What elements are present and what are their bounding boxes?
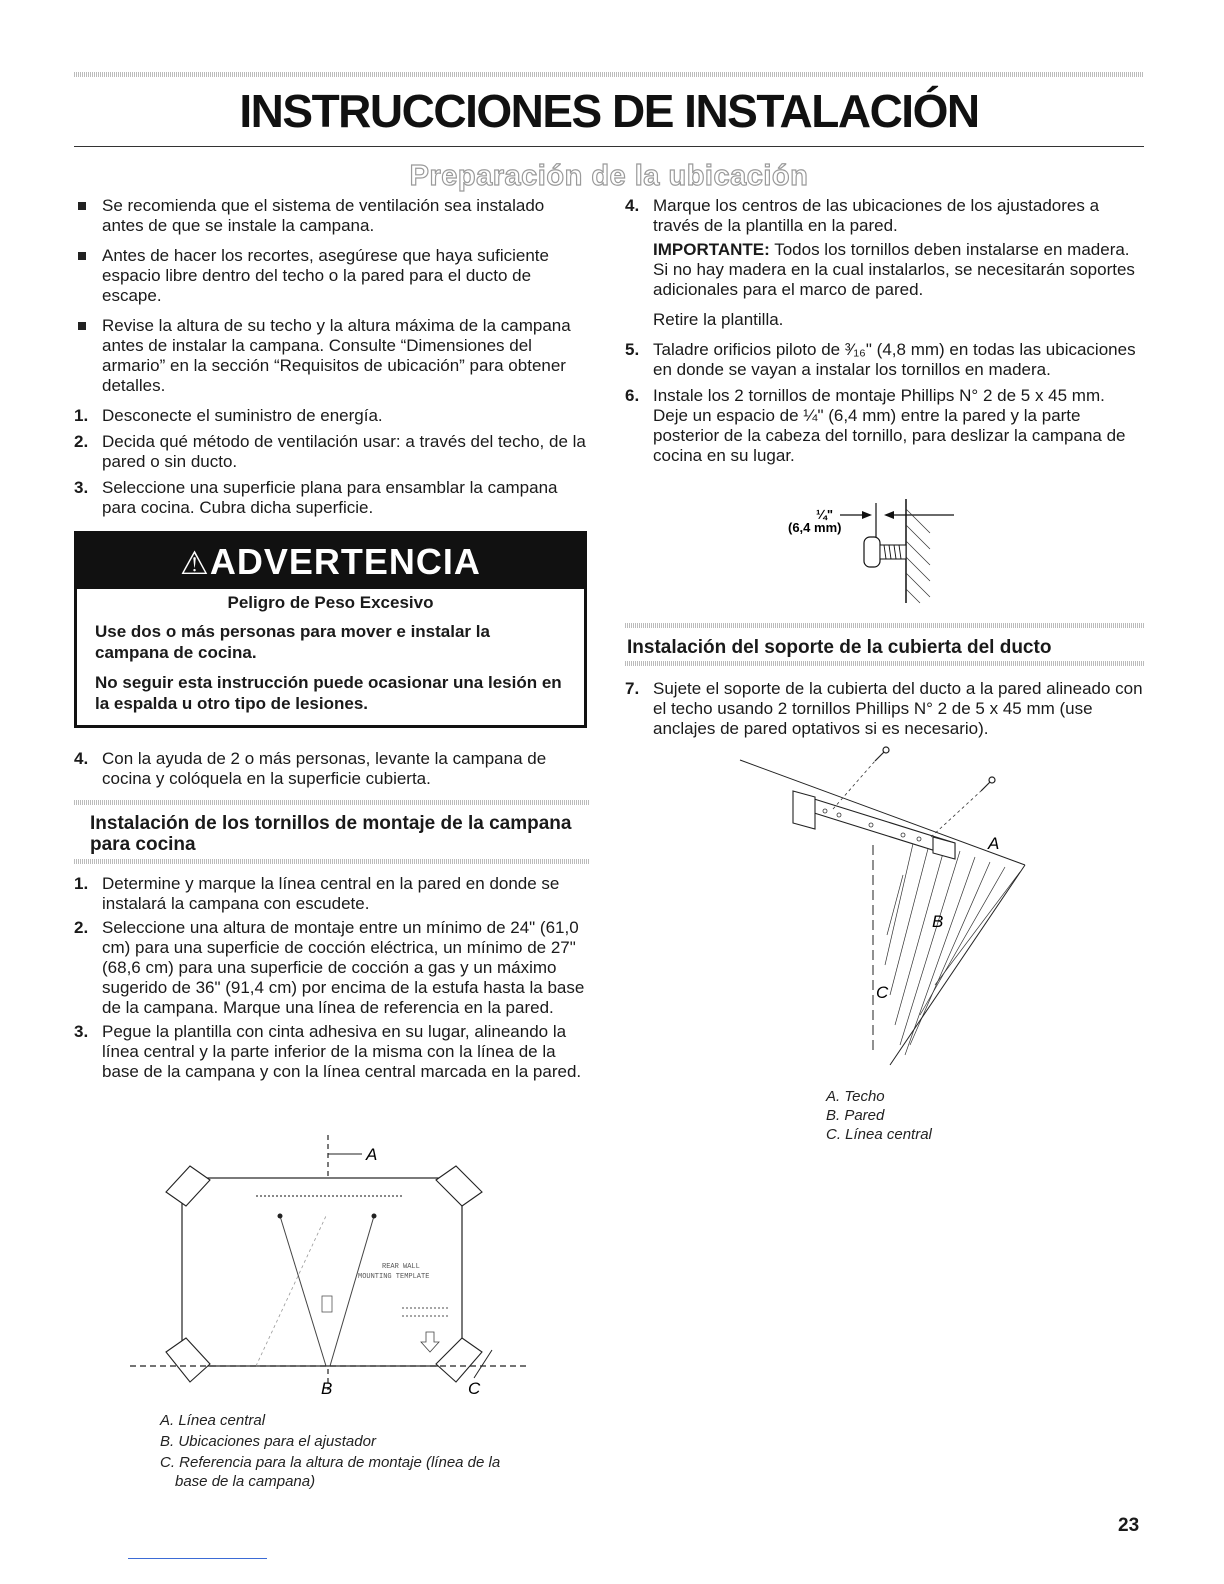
square-bullet-icon	[78, 322, 86, 330]
step-item: 3. Seleccione una superficie plana para ensamblar la campana para cocina. Cubra dicha superficie.	[74, 478, 558, 517]
bullet-item: Revise la altura de su techo y la altura máxima de la campana antes de instalar la campana. Consulte “Dimensiones del armario” en la sección “Requisitos de ubicación” para obtener detalles.	[74, 316, 589, 396]
square-bullet-icon	[78, 202, 86, 210]
template-sheet	[182, 1178, 462, 1366]
bracket-end-right	[933, 837, 955, 859]
caption-a: A. Techo	[826, 1088, 885, 1105]
section-hatch-rule	[625, 623, 1144, 628]
screw-head	[864, 537, 880, 567]
step-item: 4. Marque los centros de las ubicaciones de los ajustadores a través de la plantilla en la pared.	[625, 196, 1100, 235]
step-item: 5. Taladre orificios piloto de ³⁄₁₆" (4,8 mm) en todas las ubicaciones en donde se vayan a instalar los tornillos en madera.	[625, 340, 1136, 379]
step-item: 7. Sujete el soporte de la cubierta del ducto a la pared alineado con el techo usando 2 tornillos Phillips N° 2 de 5 x 45 mm (use anclajes de pared optativos si es necesario).	[625, 679, 1143, 738]
square-bullet-icon	[78, 252, 86, 260]
step-item: 3. Pegue la plantilla con cinta adhesiva en su lugar, alineando la línea central y la parte inferior de la misma con la línea de la base de la campana y con la línea central marcada en la pared.	[74, 1022, 582, 1081]
gap-mm: (6,4 mm)	[788, 520, 842, 535]
label-b: B	[321, 1379, 333, 1398]
label-c: C	[468, 1379, 481, 1398]
caption-a: A. Línea central	[160, 1412, 266, 1429]
template-text-rear: REAR WALL	[382, 1263, 420, 1271]
bullet-item: Antes de hacer los recortes, asegúrese que haya suficiente espacio libre dentro del techo o la pared para el ducto de escape.	[74, 246, 589, 306]
ceiling-line	[740, 760, 1025, 865]
step-item: 1. Determine y marque la línea central en la pared en donde se instalará la campana con escudete.	[74, 874, 560, 913]
duct-bracket	[795, 793, 955, 857]
warning-subtitle: Peligro de Peso Excesivo	[227, 593, 434, 612]
template-text-mounting: MOUNTING TEMPLATE	[358, 1273, 430, 1281]
section-heading-duct-bracket: Instalación del soporte de la cubierta del ducto	[627, 637, 1052, 658]
label-a: A	[366, 1145, 378, 1164]
wall-edge	[890, 865, 1025, 1065]
adjuster-mark-left	[278, 1214, 283, 1219]
important-note: IMPORTANTE: Todos los tornillos deben instalarse en madera. Si no hay madera en la cual instalarlos, se necesitarán soportes adicionales para el marco de pared.	[653, 240, 1135, 299]
right-steps	[625, 196, 1140, 476]
duct-bracket-figure	[735, 745, 1035, 1075]
step-item: 4. Con la ayuda de 2 o más personas, levante la campana de cocina y colóquela en la superficie cubierta.	[74, 749, 547, 788]
caption-c: C. Línea central	[826, 1126, 932, 1143]
step-item: 6. Instale los 2 tornillos de montaje Phillips N° 2 de 5 x 45 mm. Deje un espacio de ¼" (6,4 mm) entre la pared y la parte posterior de la cabeza del tornillo, para deslizar la campana de cocina en su lugar.	[625, 386, 1126, 465]
left-section2-steps	[74, 874, 589, 1092]
mounting-template-figure	[130, 1130, 530, 1400]
section-heading-screws: Instalación de los tornillos de montaje de la campana para cocina	[90, 813, 572, 855]
section-hatch-rule	[74, 800, 589, 805]
remove-template-note: Retire la plantilla.	[653, 310, 784, 329]
step-item: 1. Desconecte el suministro de energía.	[74, 406, 383, 425]
adjuster-mark-right	[372, 1214, 377, 1219]
label-a: A	[988, 834, 1000, 853]
warning-header: ⚠ADVERTENCIA	[77, 534, 584, 589]
right-step-7	[625, 679, 1145, 739]
screw-guide-right	[931, 791, 981, 837]
label-b: B	[932, 912, 944, 931]
warning-triangle-icon: ⚠	[180, 545, 210, 581]
caption-b: B. Ubicaciones para el ajustador	[160, 1433, 376, 1450]
left-step-4	[74, 749, 589, 789]
bullet-item: Se recomienda que el sistema de ventilación sea instalado antes de que se instale la campana.	[74, 196, 589, 236]
section-hatch-rule	[625, 661, 1144, 666]
warning-line-1: Use dos o más personas para mover e instalar la campana de cocina.	[95, 622, 490, 662]
page-title: INSTRUCCIONES DE INSTALACIÓN	[239, 85, 979, 137]
section-hatch-rule	[74, 859, 589, 864]
wall-hatch	[906, 509, 930, 603]
wall-hatch	[885, 835, 1020, 1055]
page-number: 23	[1118, 1515, 1140, 1536]
warning-box	[74, 531, 587, 728]
section-subtitle: Preparación de la ubicación	[409, 160, 809, 192]
label-c: C	[876, 983, 889, 1002]
template-figure-captions	[160, 1411, 510, 1491]
gap-fraction: ¼"	[816, 507, 834, 522]
gap-arrowhead-right	[884, 511, 894, 519]
gap-arrowhead-left	[862, 511, 872, 519]
step-item: 2. Seleccione una altura de montaje entre un mínimo de 24" (61,0 cm) para una superficie de cocción eléctrica, un mínimo de 27" (68,6 cm) para una superficie de cocción a gas y un máximo sugerido de 36" (91,4 cm) por encima de la estufa hasta la base de la campana. Marque una línea de referencia en la pared.	[74, 918, 585, 1017]
screw-gap-figure	[770, 495, 970, 607]
bracket-end-left	[793, 791, 815, 829]
step-item: 2. Decida qué método de ventilación usar: a través del techo, de la pared o sin ducto.	[74, 432, 586, 471]
blue-underline	[128, 1558, 267, 1559]
duct-figure-captions	[826, 1087, 1046, 1144]
title-rule	[74, 146, 1144, 147]
caption-b: B. Pared	[826, 1107, 885, 1124]
caption-c: C. Referencia para la altura de montaje (línea de la base de la campana)	[160, 1454, 501, 1490]
screw-icons	[875, 747, 995, 791]
top-hatch-rule	[74, 72, 1144, 77]
warning-body	[95, 592, 566, 714]
left-intro	[74, 196, 589, 528]
warning-line-2: No seguir esta instrucción puede ocasionar una lesión en la espalda u otro tipo de lesiones.	[95, 673, 562, 713]
